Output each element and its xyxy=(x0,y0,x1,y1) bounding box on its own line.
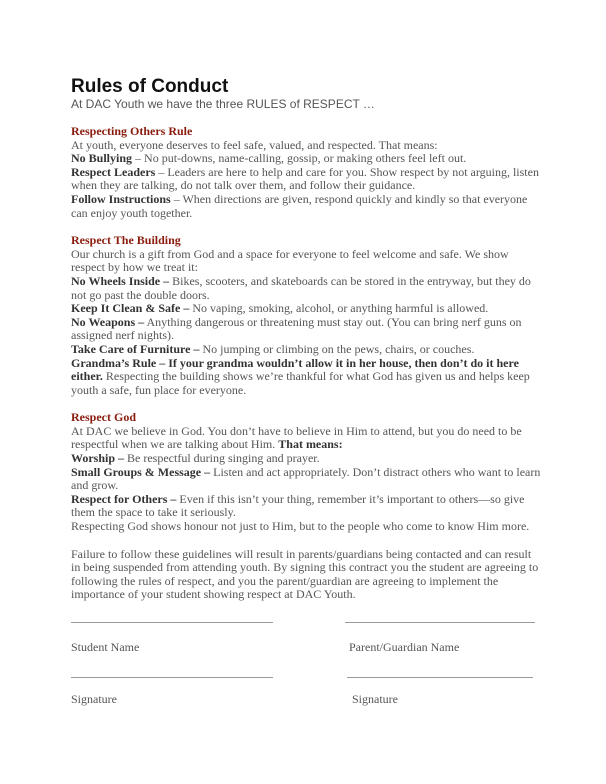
section-respecting-others xyxy=(71,125,541,220)
rule-text: Even if this isn’t your thing, remember it’s important to others—so give them the space to take it seriously. xyxy=(71,491,525,520)
section-title: Respect The Building xyxy=(71,233,181,248)
page-title: Rules of Conduct xyxy=(71,76,229,97)
section-respect-building xyxy=(71,234,541,397)
rule-term: Respect Leaders xyxy=(71,164,156,179)
section-respect-god xyxy=(71,411,541,533)
signature-area xyxy=(71,622,541,712)
rule-term: Small Groups & Message – xyxy=(71,464,211,479)
rule-item xyxy=(71,493,541,520)
rule-text: Be respectful during singing and prayer. xyxy=(124,451,320,466)
document-body xyxy=(71,76,541,602)
rule-item xyxy=(71,466,541,493)
student-signature-label: Signature xyxy=(71,692,117,706)
rule-text: No vaping, smoking, alcohol, or anything harmful is allowed. xyxy=(189,301,489,316)
rule-item xyxy=(71,166,541,193)
parent-signature-line[interactable] xyxy=(347,677,533,678)
rule-term: Grandma’s Rule – If your grandma wouldn’t allow it in her house, then don’t do it here either. xyxy=(71,355,519,384)
section-intro: At youth, everyone deserves to feel safe, valued, and respected. That means: xyxy=(71,137,438,152)
rule-text: – No put-downs, name-calling, gossip, or making others feel left out. xyxy=(132,151,467,166)
rule-item xyxy=(71,152,541,166)
rule-text: – Leaders are here to help and care for you. Show respect by not arguing, listen when they are talking, do not talk over them, and follow their guidance. xyxy=(71,164,539,193)
student-name-label: Student Name xyxy=(71,640,140,654)
section-title: Respect God xyxy=(71,410,136,425)
rule-item xyxy=(71,452,541,466)
rule-term: No Bullying xyxy=(71,151,133,166)
rule-term: Worship – xyxy=(71,451,125,466)
section-intro xyxy=(71,425,541,452)
page-subtitle: At DAC Youth we have the three RULES of RESPECT … xyxy=(71,97,375,111)
rule-term: Keep It Clean & Safe – xyxy=(71,301,190,316)
rule-text: Bikes, scooters, and skateboards can be stored in the entryway, but they do not go past the double doors. xyxy=(71,273,531,302)
section-intro-bold: That means: xyxy=(278,437,343,452)
rule-text: – When directions are given, respond quickly and kindly so that everyone can enjoy youth together. xyxy=(71,191,528,220)
rule-item xyxy=(71,275,541,302)
rule-term: Take Care of Furniture – xyxy=(71,341,200,356)
section-title: Respecting Others Rule xyxy=(71,124,193,138)
rule-term: Respect for Others – xyxy=(71,491,177,506)
section-outro: Respecting God shows honour not just to Him, but to the people who come to know Him more. xyxy=(71,519,530,534)
rule-item xyxy=(71,316,541,343)
parent-signature-label: Signature xyxy=(352,692,398,706)
rule-item xyxy=(71,343,541,357)
student-name-line[interactable] xyxy=(71,622,273,623)
closing-paragraph: Failure to follow these guidelines will result in parents/guardians being contacted and can result in being suspended from attending youth. By signing this contract you the student are agreeing to following the rules of respect, and you the parent/guardian are agreeing to implement the importance of your student showing respect at DAC Youth. xyxy=(71,546,539,602)
rule-item xyxy=(71,302,541,316)
student-signature-line[interactable] xyxy=(71,677,273,678)
parent-name-line[interactable] xyxy=(345,622,535,623)
section-intro: Our church is a gift from God and a space for everyone to feel welcome and safe. We show respect by how we treat it: xyxy=(71,246,509,275)
rule-term: No Weapons – xyxy=(71,314,145,329)
section-intro-text: At DAC we believe in God. You don’t have to believe in Him to attend, but you do need to be respectful when we are talking about Him. xyxy=(71,423,522,452)
rule-item xyxy=(71,357,541,398)
rule-text: Respecting the building shows we’re thankful for what God has given us and helps keep youth a safe, fun place for everyone. xyxy=(71,369,530,397)
rule-text: Anything dangerous or threatening must stay out. (You can bring nerf guns on assigned nerf nights). xyxy=(71,314,522,343)
rule-text: Listen and act appropriately. Don’t distract others who want to learn and grow. xyxy=(71,464,541,493)
rule-term: Follow Instructions xyxy=(71,191,171,206)
rule-text: No jumping or climbing on the pews, chairs, or couches. xyxy=(199,341,475,356)
rule-item xyxy=(71,193,541,220)
parent-name-label: Parent/Guardian Name xyxy=(349,640,460,654)
rule-term: No Wheels Inside – xyxy=(71,273,170,288)
